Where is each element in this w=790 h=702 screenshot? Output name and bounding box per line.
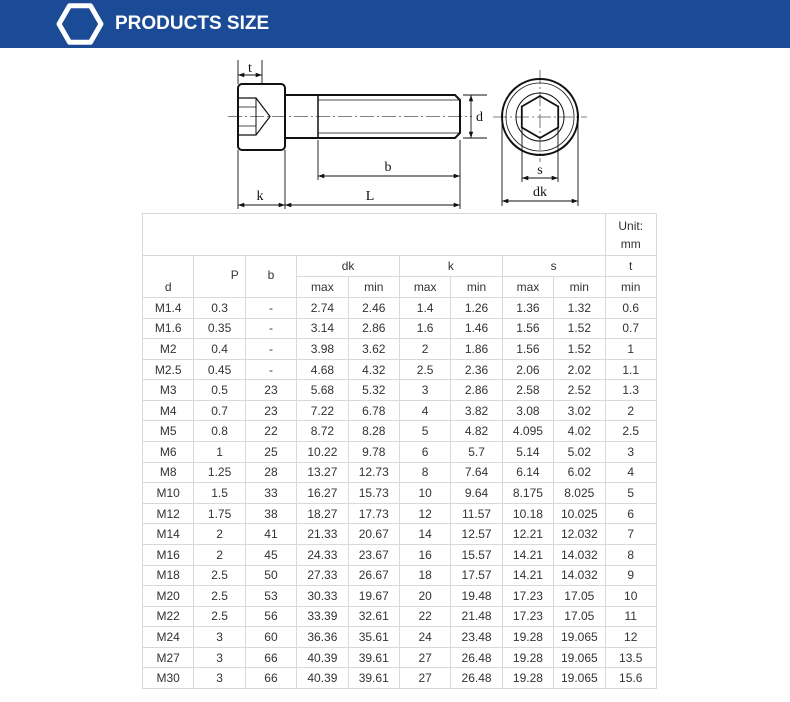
cell-dk-min: 12.73 bbox=[349, 463, 400, 484]
cell-d: M5 bbox=[143, 421, 194, 442]
cell-p: 2.5 bbox=[194, 566, 245, 587]
header-dk: dk bbox=[297, 256, 400, 277]
cell-t-min: 13.5 bbox=[606, 648, 657, 669]
cell-k-max: 20 bbox=[400, 586, 451, 607]
cell-p: 1.75 bbox=[194, 504, 245, 525]
cell-dk-max: 4.68 bbox=[297, 360, 348, 381]
cell-k-max: 14 bbox=[400, 524, 451, 545]
table-top-blank bbox=[143, 214, 606, 256]
cell-dk-max: 13.27 bbox=[297, 463, 348, 484]
cell-p: 2.5 bbox=[194, 586, 245, 607]
cell-dk-min: 39.61 bbox=[349, 668, 400, 689]
cell-p: 0.35 bbox=[194, 319, 245, 340]
cell-p: 3 bbox=[194, 668, 245, 689]
cell-k-min: 7.64 bbox=[451, 463, 502, 484]
cell-dk-max: 8.72 bbox=[297, 421, 348, 442]
cell-dk-max: 2.74 bbox=[297, 298, 348, 319]
cell-p: 2.5 bbox=[194, 607, 245, 628]
label-dk: dk bbox=[533, 185, 547, 200]
cell-s-max: 19.28 bbox=[503, 648, 554, 669]
cell-k-max: 2.5 bbox=[400, 360, 451, 381]
side-view bbox=[228, 60, 487, 209]
cell-t-min: 1 bbox=[606, 339, 657, 360]
cell-k-max: 1.6 bbox=[400, 319, 451, 340]
label-s: s bbox=[537, 163, 543, 178]
cell-s-min: 19.065 bbox=[554, 668, 605, 689]
cell-d: M18 bbox=[143, 566, 194, 587]
subheader-k-min: min bbox=[451, 277, 502, 298]
cell-p: 3 bbox=[194, 627, 245, 648]
spec-table bbox=[142, 213, 657, 689]
cell-s-min: 4.02 bbox=[554, 421, 605, 442]
cell-k-min: 17.57 bbox=[451, 566, 502, 587]
cell-t-min: 6 bbox=[606, 504, 657, 525]
screw-head-outline bbox=[238, 84, 285, 150]
cell-k-max: 6 bbox=[400, 442, 451, 463]
cell-t-min: 2.5 bbox=[606, 421, 657, 442]
cell-t-min: 1.1 bbox=[606, 360, 657, 381]
cell-p: 0.5 bbox=[194, 380, 245, 401]
cell-b: - bbox=[246, 298, 297, 319]
cell-p: 0.4 bbox=[194, 339, 245, 360]
cell-d: M2.5 bbox=[143, 360, 194, 381]
cell-d: M27 bbox=[143, 648, 194, 669]
cell-s-min: 1.52 bbox=[554, 339, 605, 360]
cell-dk-min: 26.67 bbox=[349, 566, 400, 587]
cell-t-min: 15.6 bbox=[606, 668, 657, 689]
cell-dk-min: 6.78 bbox=[349, 401, 400, 422]
header-s: s bbox=[503, 256, 606, 277]
cell-d: M30 bbox=[143, 668, 194, 689]
cell-b: 45 bbox=[246, 545, 297, 566]
cell-b: 50 bbox=[246, 566, 297, 587]
hexagon-icon bbox=[54, 0, 106, 48]
cell-s-min: 19.065 bbox=[554, 627, 605, 648]
cell-s-min: 10.025 bbox=[554, 504, 605, 525]
cell-p: 1.5 bbox=[194, 483, 245, 504]
subheader-s-max: max bbox=[503, 277, 554, 298]
cell-k-min: 15.57 bbox=[451, 545, 502, 566]
cell-k-min: 4.82 bbox=[451, 421, 502, 442]
cell-d: M1.6 bbox=[143, 319, 194, 340]
cell-dk-max: 33.39 bbox=[297, 607, 348, 628]
cell-b: 56 bbox=[246, 607, 297, 628]
label-k: k bbox=[256, 189, 264, 204]
cell-s-min: 1.32 bbox=[554, 298, 605, 319]
cell-k-min: 5.7 bbox=[451, 442, 502, 463]
cell-dk-min: 35.61 bbox=[349, 627, 400, 648]
cell-s-max: 19.28 bbox=[503, 627, 554, 648]
cell-p: 2 bbox=[194, 545, 245, 566]
cell-s-max: 2.06 bbox=[503, 360, 554, 381]
cell-b: 22 bbox=[246, 421, 297, 442]
cell-k-max: 18 bbox=[400, 566, 451, 587]
cell-dk-max: 3.14 bbox=[297, 319, 348, 340]
cell-k-min: 19.48 bbox=[451, 586, 502, 607]
cell-dk-min: 8.28 bbox=[349, 421, 400, 442]
cell-d: M6 bbox=[143, 442, 194, 463]
cell-dk-min: 2.46 bbox=[349, 298, 400, 319]
cell-b: 25 bbox=[246, 442, 297, 463]
cell-dk-max: 36.36 bbox=[297, 627, 348, 648]
cell-dk-min: 9.78 bbox=[349, 442, 400, 463]
cell-dk-max: 24.33 bbox=[297, 545, 348, 566]
label-b: b bbox=[384, 160, 392, 175]
cell-dk-min: 4.32 bbox=[349, 360, 400, 381]
cell-dk-min: 5.32 bbox=[349, 380, 400, 401]
subheader-t-min: min bbox=[606, 277, 657, 298]
cell-dk-min: 32.61 bbox=[349, 607, 400, 628]
cell-s-max: 6.14 bbox=[503, 463, 554, 484]
cell-p: 3 bbox=[194, 648, 245, 669]
label-d: d bbox=[476, 110, 483, 125]
cell-t-min: 8 bbox=[606, 545, 657, 566]
cell-t-min: 9 bbox=[606, 566, 657, 587]
cell-p: 2 bbox=[194, 524, 245, 545]
cell-k-max: 12 bbox=[400, 504, 451, 525]
cell-s-min: 6.02 bbox=[554, 463, 605, 484]
cell-t-min: 5 bbox=[606, 483, 657, 504]
cell-s-max: 17.23 bbox=[503, 607, 554, 628]
header-k: k bbox=[400, 256, 503, 277]
cell-k-min: 21.48 bbox=[451, 607, 502, 628]
cell-t-min: 0.7 bbox=[606, 319, 657, 340]
cell-dk-max: 40.39 bbox=[297, 668, 348, 689]
subheader-dk-max: max bbox=[297, 277, 348, 298]
label-t: t bbox=[248, 61, 252, 76]
cell-k-max: 27 bbox=[400, 668, 451, 689]
end-view bbox=[493, 70, 587, 206]
cell-s-max: 12.21 bbox=[503, 524, 554, 545]
cell-b: 66 bbox=[246, 648, 297, 669]
cell-b: - bbox=[246, 339, 297, 360]
cell-k-min: 23.48 bbox=[451, 627, 502, 648]
cell-dk-max: 16.27 bbox=[297, 483, 348, 504]
cell-k-min: 3.82 bbox=[451, 401, 502, 422]
cell-dk-min: 15.73 bbox=[349, 483, 400, 504]
cell-s-max: 10.18 bbox=[503, 504, 554, 525]
cell-k-max: 3 bbox=[400, 380, 451, 401]
cell-t-min: 1.3 bbox=[606, 380, 657, 401]
cell-k-max: 24 bbox=[400, 627, 451, 648]
cell-k-max: 8 bbox=[400, 463, 451, 484]
cell-d: M22 bbox=[143, 607, 194, 628]
cell-s-min: 3.02 bbox=[554, 401, 605, 422]
cell-s-min: 17.05 bbox=[554, 607, 605, 628]
cell-b: 28 bbox=[246, 463, 297, 484]
cell-dk-min: 39.61 bbox=[349, 648, 400, 669]
cell-p: 0.7 bbox=[194, 401, 245, 422]
cell-b: - bbox=[246, 319, 297, 340]
cell-dk-min: 3.62 bbox=[349, 339, 400, 360]
cell-s-min: 19.065 bbox=[554, 648, 605, 669]
header-p: P bbox=[194, 256, 245, 298]
subheader-s-min: min bbox=[554, 277, 605, 298]
cell-t-min: 3 bbox=[606, 442, 657, 463]
hexagon-icon-shape bbox=[59, 6, 101, 42]
cell-d: M16 bbox=[143, 545, 194, 566]
cell-s-max: 14.21 bbox=[503, 545, 554, 566]
unit-value: mm bbox=[620, 236, 641, 251]
cell-k-min: 11.57 bbox=[451, 504, 502, 525]
page-title: PRODUCTS SIZE bbox=[115, 13, 270, 34]
cell-p: 0.45 bbox=[194, 360, 245, 381]
subheader-k-max: max bbox=[400, 277, 451, 298]
cell-dk-min: 17.73 bbox=[349, 504, 400, 525]
header-bar bbox=[0, 0, 790, 48]
cell-s-max: 8.175 bbox=[503, 483, 554, 504]
cell-dk-min: 2.86 bbox=[349, 319, 400, 340]
cell-t-min: 7 bbox=[606, 524, 657, 545]
cell-s-max: 1.56 bbox=[503, 319, 554, 340]
cell-k-max: 2 bbox=[400, 339, 451, 360]
cell-s-max: 19.28 bbox=[503, 668, 554, 689]
header-t: t bbox=[606, 256, 657, 277]
cell-k-max: 5 bbox=[400, 421, 451, 442]
cell-t-min: 10 bbox=[606, 586, 657, 607]
cell-s-min: 5.02 bbox=[554, 442, 605, 463]
cell-t-min: 11 bbox=[606, 607, 657, 628]
cell-d: M1.4 bbox=[143, 298, 194, 319]
cell-p: 1 bbox=[194, 442, 245, 463]
cell-k-max: 16 bbox=[400, 545, 451, 566]
cell-d: M2 bbox=[143, 339, 194, 360]
cell-d: M12 bbox=[143, 504, 194, 525]
cell-b: 33 bbox=[246, 483, 297, 504]
cell-k-max: 22 bbox=[400, 607, 451, 628]
cell-dk-max: 21.33 bbox=[297, 524, 348, 545]
unit-header bbox=[606, 214, 657, 256]
cell-dk-max: 5.68 bbox=[297, 380, 348, 401]
cell-d: M10 bbox=[143, 483, 194, 504]
cell-dk-max: 30.33 bbox=[297, 586, 348, 607]
cell-t-min: 4 bbox=[606, 463, 657, 484]
cell-d: M14 bbox=[143, 524, 194, 545]
cell-d: M24 bbox=[143, 627, 194, 648]
cell-s-min: 2.02 bbox=[554, 360, 605, 381]
cell-s-min: 12.032 bbox=[554, 524, 605, 545]
cell-dk-max: 3.98 bbox=[297, 339, 348, 360]
cell-s-max: 5.14 bbox=[503, 442, 554, 463]
unit-label: Unit: bbox=[618, 218, 644, 233]
cell-dk-max: 40.39 bbox=[297, 648, 348, 669]
cell-b: 38 bbox=[246, 504, 297, 525]
cell-dk-min: 23.67 bbox=[349, 545, 400, 566]
cell-k-max: 4 bbox=[400, 401, 451, 422]
cell-k-min: 1.46 bbox=[451, 319, 502, 340]
cell-p: 0.3 bbox=[194, 298, 245, 319]
header-b: b bbox=[246, 256, 297, 298]
cell-s-max: 14.21 bbox=[503, 566, 554, 587]
cell-b: 53 bbox=[246, 586, 297, 607]
cell-b: - bbox=[246, 360, 297, 381]
cell-t-min: 2 bbox=[606, 401, 657, 422]
cell-k-min: 26.48 bbox=[451, 648, 502, 669]
cell-k-max: 27 bbox=[400, 648, 451, 669]
cell-b: 66 bbox=[246, 668, 297, 689]
cell-k-max: 10 bbox=[400, 483, 451, 504]
cell-d: M20 bbox=[143, 586, 194, 607]
cell-k-max: 1.4 bbox=[400, 298, 451, 319]
subheader-dk-min: min bbox=[349, 277, 400, 298]
cell-dk-max: 10.22 bbox=[297, 442, 348, 463]
label-L: L bbox=[365, 189, 375, 204]
cell-b: 41 bbox=[246, 524, 297, 545]
cell-b: 23 bbox=[246, 380, 297, 401]
cell-dk-min: 19.67 bbox=[349, 586, 400, 607]
cell-k-min: 2.36 bbox=[451, 360, 502, 381]
cell-d: M4 bbox=[143, 401, 194, 422]
cell-d: M3 bbox=[143, 380, 194, 401]
cell-p: 0.8 bbox=[194, 421, 245, 442]
cell-k-min: 1.86 bbox=[451, 339, 502, 360]
cell-s-min: 17.05 bbox=[554, 586, 605, 607]
cell-s-min: 2.52 bbox=[554, 380, 605, 401]
cell-d: M8 bbox=[143, 463, 194, 484]
cell-s-max: 3.08 bbox=[503, 401, 554, 422]
cell-s-max: 1.56 bbox=[503, 339, 554, 360]
cell-s-max: 2.58 bbox=[503, 380, 554, 401]
cell-k-min: 12.57 bbox=[451, 524, 502, 545]
cell-dk-max: 7.22 bbox=[297, 401, 348, 422]
header-d: d bbox=[143, 256, 194, 298]
cell-k-min: 9.64 bbox=[451, 483, 502, 504]
cell-k-min: 2.86 bbox=[451, 380, 502, 401]
cell-s-max: 4.095 bbox=[503, 421, 554, 442]
cell-s-min: 8.025 bbox=[554, 483, 605, 504]
cell-t-min: 12 bbox=[606, 627, 657, 648]
cell-dk-max: 18.27 bbox=[297, 504, 348, 525]
cell-p: 1.25 bbox=[194, 463, 245, 484]
cell-s-max: 17.23 bbox=[503, 586, 554, 607]
cell-dk-min: 20.67 bbox=[349, 524, 400, 545]
cell-s-min: 14.032 bbox=[554, 545, 605, 566]
cell-dk-max: 27.33 bbox=[297, 566, 348, 587]
cell-b: 23 bbox=[246, 401, 297, 422]
cell-b: 60 bbox=[246, 627, 297, 648]
cell-k-min: 1.26 bbox=[451, 298, 502, 319]
cell-s-min: 14.032 bbox=[554, 566, 605, 587]
cell-t-min: 0.6 bbox=[606, 298, 657, 319]
cell-s-min: 1.52 bbox=[554, 319, 605, 340]
cell-k-min: 26.48 bbox=[451, 668, 502, 689]
cell-s-max: 1.36 bbox=[503, 298, 554, 319]
